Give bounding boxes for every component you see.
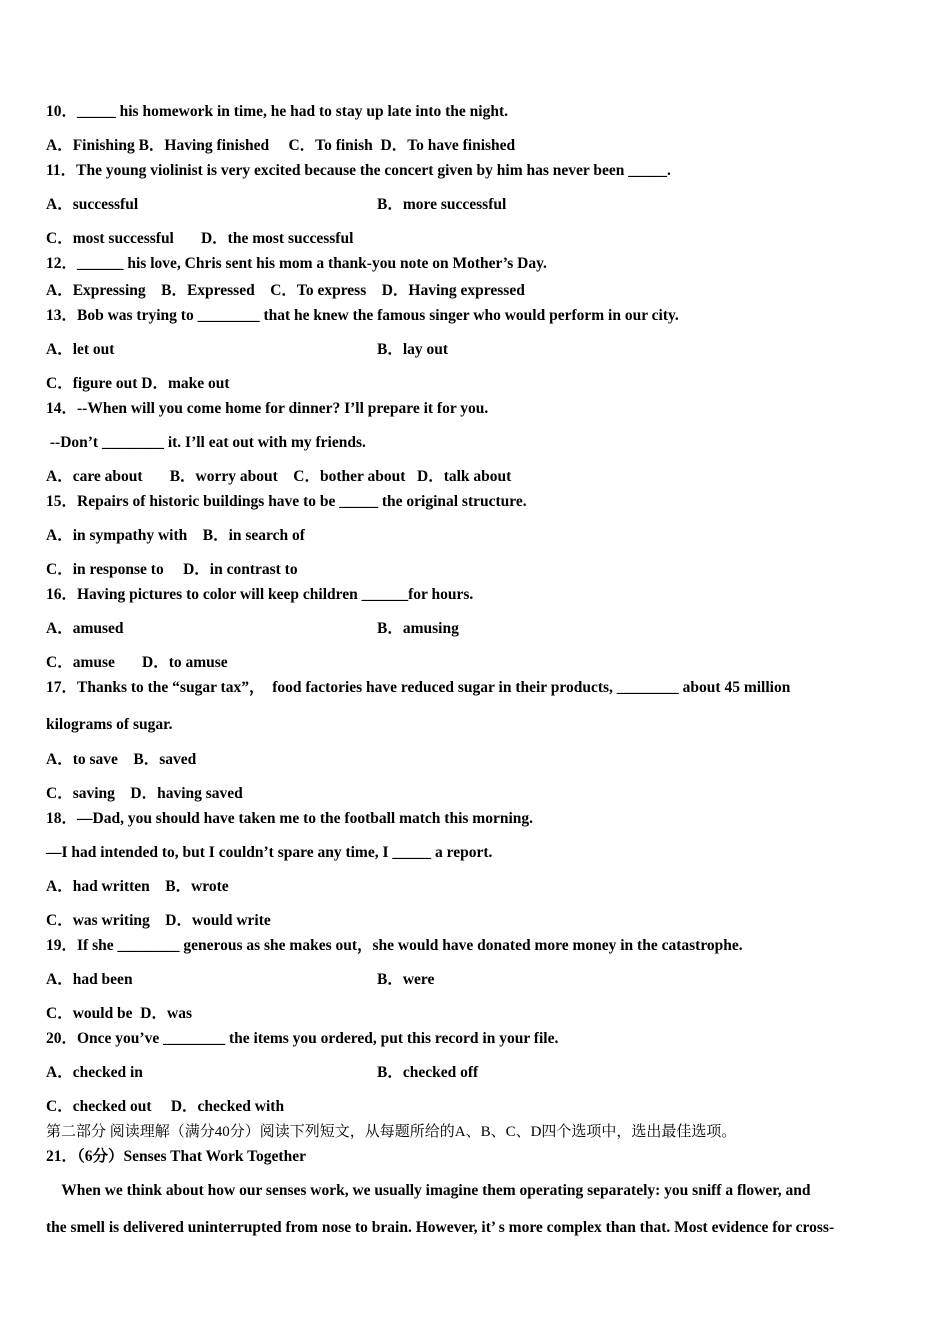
question-11: 11．The young violinist is very excited because the concert given by him has never been _____. xyxy=(46,162,671,179)
question-10-options: A．Finishing B．Having finished C．To finish D．To have finished xyxy=(46,137,516,154)
question-18-options-cd: C．was writing D．would write xyxy=(46,912,271,929)
question-16-option-a: A．amused xyxy=(46,620,124,637)
question-11-options-cd: C．most successful D．the most successful xyxy=(46,230,354,247)
question-14-reply: --Don’t ________ it. I’ll eat out with my friends. xyxy=(46,434,366,451)
question-13-option-b: B．lay out xyxy=(377,341,449,358)
question-19-option-b: B．were xyxy=(377,971,435,988)
question-14: 14．--When will you come home for dinner? I’ll prepare it for you. xyxy=(46,400,489,417)
question-20-option-a: A．checked in xyxy=(46,1064,143,1081)
question-20: 20．Once you’ve ________ the items you ordered, put this record in your file. xyxy=(46,1030,559,1047)
question-17-options-ab: A．to save B．saved xyxy=(46,751,197,768)
question-15-options-ab: A．in sympathy with B．in search of xyxy=(46,527,305,544)
question-19-options-cd: C．would be D．was xyxy=(46,1005,192,1022)
question-19-option-a: A．had been xyxy=(46,971,133,988)
question-13-option-a: A．let out xyxy=(46,341,115,358)
question-17-options-cd: C．saving D．having saved xyxy=(46,785,243,802)
question-19: 19．If she ________ generous as she makes out，she would have donated more money in the catastrophe. xyxy=(46,937,743,954)
question-16-option-b: B．amusing xyxy=(377,620,459,637)
passage-line-1: When we think about how our senses work, we usually imagine them operating separately: you sniff a flower, and xyxy=(46,1182,811,1199)
question-18-options-ab: A．had written B．wrote xyxy=(46,878,229,895)
question-20-option-b: B．checked off xyxy=(377,1064,479,1081)
question-16: 16．Having pictures to color will keep children ______for hours. xyxy=(46,586,474,603)
question-14-options: A．care about B．worry about C．bother about D．talk about xyxy=(46,468,512,485)
question-18: 18．—Dad, you should have taken me to the football match this morning. xyxy=(46,810,533,827)
question-17-continued: kilograms of sugar. xyxy=(46,716,173,733)
question-17: 17．Thanks to the “sugar tax”， food factories have reduced sugar in their products, ________ about 45 million xyxy=(46,679,791,696)
question-10: 10．_____ his homework in time, he had to stay up late into the night. xyxy=(46,103,509,120)
question-15-options-cd: C．in response to D．in contrast to xyxy=(46,561,298,578)
question-11-option-b: B．more successful xyxy=(377,196,507,213)
question-13-options-cd: C．figure out D．make out xyxy=(46,375,230,392)
section-2-heading: 第二部分 阅读理解（满分40分）阅读下列短文，从每题所给的A、B、C、D四个选项中，选出最佳选项。 xyxy=(46,1124,737,1140)
passage-line-2: the smell is delivered uninterrupted from nose to brain. However, it’ s more complex than that. Most evidence for cross- xyxy=(46,1219,835,1236)
question-11-option-a: A．successful xyxy=(46,196,139,213)
question-18-reply: —I had intended to, but I couldn’t spare any time, I _____ a report. xyxy=(46,844,493,861)
question-15: 15．Repairs of historic buildings have to be _____ the original structure. xyxy=(46,493,527,510)
question-16-options-cd: C．amuse D．to amuse xyxy=(46,654,228,671)
question-13: 13．Bob was trying to ________ that he knew the famous singer who would perform in our city. xyxy=(46,307,679,324)
question-12: 12．______ his love, Chris sent his mom a thank-you note on Mother’s Day. xyxy=(46,255,547,272)
question-12-options: A．Expressing B．Expressed C．To express D．Having expressed xyxy=(46,282,525,299)
question-21-title: 21．（6分）Senses That Work Together xyxy=(46,1148,306,1165)
question-20-options-cd: C．checked out D．checked with xyxy=(46,1098,285,1115)
